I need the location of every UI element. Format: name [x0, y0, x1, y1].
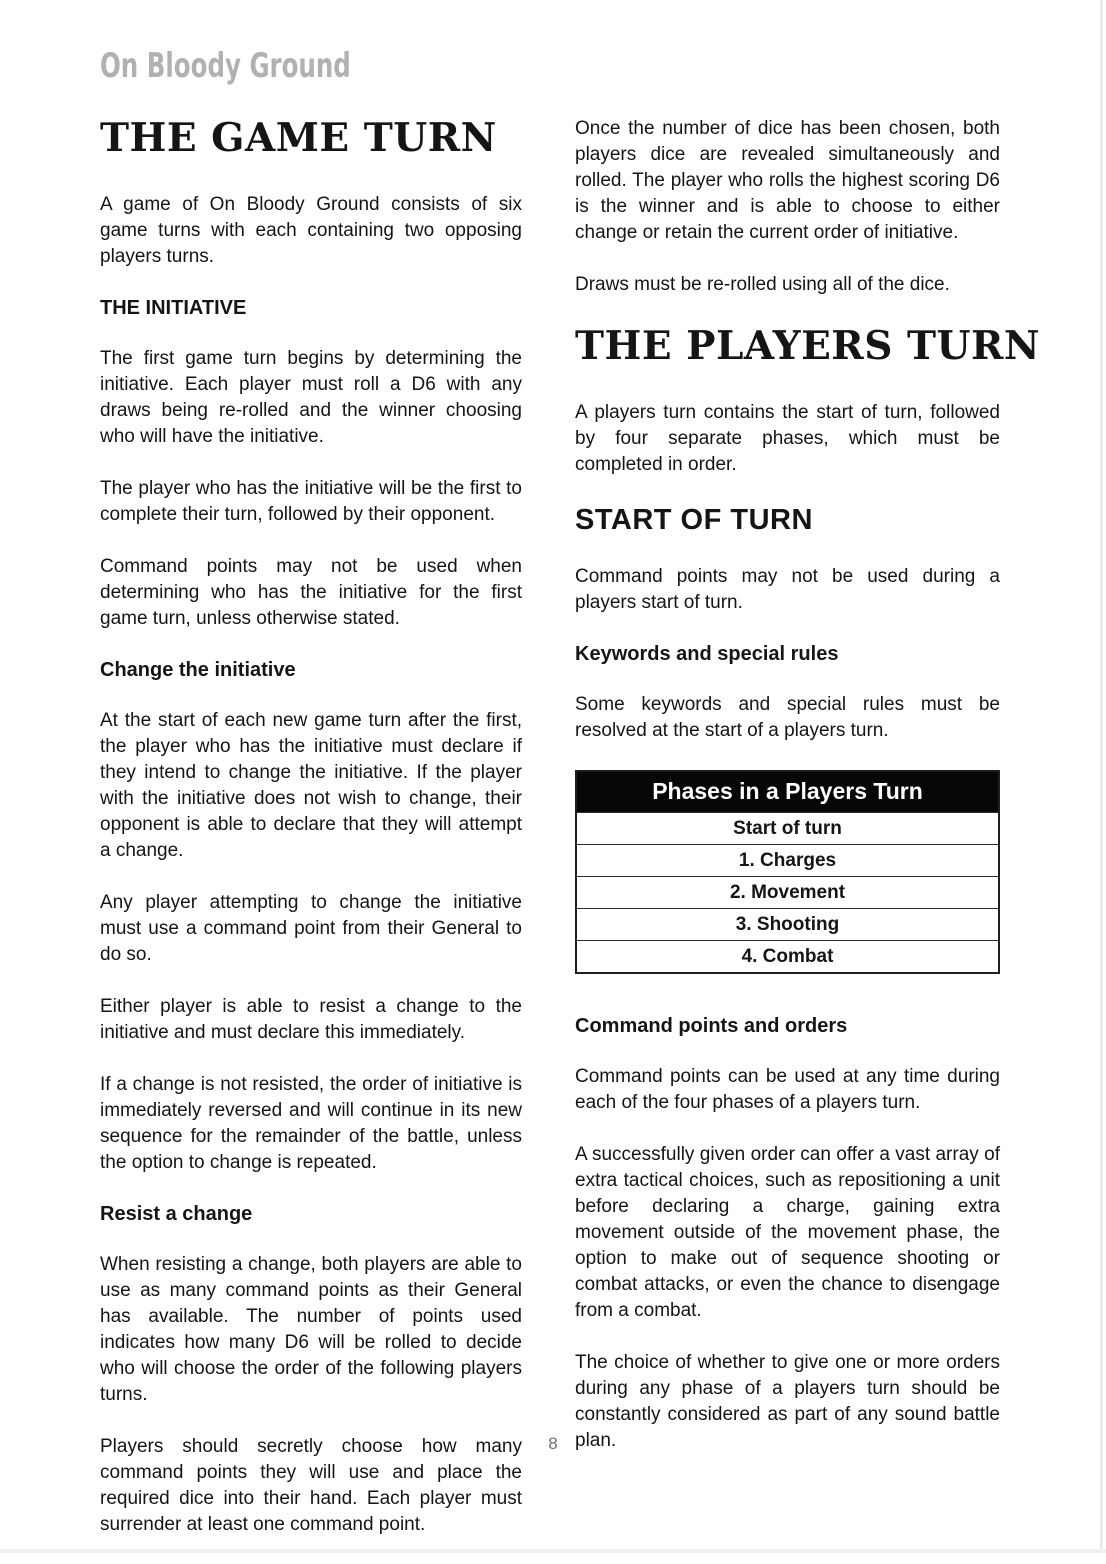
paragraph: If a change is not resisted, the order of initiative is immediately reversed and will continue in its new sequence for the remainder of the battle, unless the option to change is repeated.: [100, 1074, 522, 1173]
page-number: 8: [548, 1434, 558, 1453]
table-row: [576, 877, 999, 909]
paragraph: A game of On Bloody Ground consists of six game turns with each containing two opposing players turns.: [100, 194, 522, 267]
phase-cell: Start of turn: [576, 813, 999, 845]
paragraph: Command points may not be used when determining who has the initiative for the first game turn, unless otherwise stated.: [100, 556, 522, 629]
page-body-columns: [100, 115, 1041, 1564]
page-edge-bottom: [0, 1549, 1106, 1553]
paragraph: Players should secretly choose how many command points they will use and place the required dice into their hand. Each player must surrender at least one command point.: [100, 1436, 522, 1535]
table-row: [576, 845, 999, 877]
heading-change-the-initiative: Change the initiative: [100, 659, 296, 681]
phases-table: [575, 770, 1000, 974]
phase-cell: 2. Movement: [576, 877, 999, 909]
left-column: [100, 116, 522, 1564]
page-edge-right: [1100, 0, 1103, 1553]
phases-table-header: Phases in a Players Turn: [576, 771, 999, 813]
paragraph: Some keywords and special rules must be resolved at the start of a players turn.: [575, 694, 1000, 741]
phase-cell: 4. Combat: [576, 941, 999, 974]
right-column: [575, 116, 1041, 1564]
paragraph: The choice of whether to give one or more orders during any phase of a players turn should be constantly considered as part of any sound battle plan.: [575, 1352, 1000, 1451]
paragraph: The player who has the initiative will be the first to complete their turn, followed by their opponent.: [100, 478, 522, 525]
paragraph: A players turn contains the start of turn, followed by four separate phases, which must be completed in order.: [575, 402, 1000, 475]
table-row: [576, 941, 999, 974]
paragraph: Command points can be used at any time during each of the four phases of a players turn.: [575, 1066, 1000, 1113]
section-title-players-turn: THE PLAYERS TURN: [575, 323, 1041, 369]
paragraph: Any player attempting to change the initiative must use a command point from their General to do so.: [100, 892, 522, 965]
heading-keywords-special-rules: Keywords and special rules: [575, 643, 839, 665]
table-row: [576, 813, 999, 845]
paragraph: Draws must be re-rolled using all of the dice.: [575, 274, 950, 295]
paragraph: When resisting a change, both players are able to use as many command points as their General has available. The number of points used indicates how many D6 will be rolled to decide who will choose the order of the following players turns.: [100, 1254, 522, 1405]
heading-resist-a-change: Resist a change: [100, 1203, 253, 1225]
paragraph: Command points may not be used during a players start of turn.: [575, 566, 1000, 613]
phases-table-header-row: [576, 771, 999, 813]
heading-the-initiative: THE INITIATIVE: [100, 297, 247, 319]
section-title-game-turn: THE GAME TURN: [100, 115, 497, 161]
paragraph: At the start of each new game turn after the first, the player who has the initiative must declare if they intend to change the initiative. If the player with the initiative does not wish to change, their opponent is able to declare that they will attempt a change.: [100, 710, 522, 861]
heading-start-of-turn: START OF TURN: [575, 504, 813, 536]
paragraph: A successfully given order can offer a vast array of extra tactical choices, such as repositioning a unit before declaring a charge, gaining extra movement outside of the movement phase, the option to make out of sequence shooting or combat attacks, or even the chance to disengage from a combat.: [575, 1144, 1000, 1321]
paragraph: Either player is able to resist a change to the initiative and must declare this immediately.: [100, 996, 522, 1043]
phase-cell: 3. Shooting: [576, 909, 999, 941]
document-brand-header: On Bloody Ground: [100, 46, 351, 86]
heading-command-points-orders: Command points and orders: [575, 1015, 848, 1037]
phase-cell: 1. Charges: [576, 845, 999, 877]
paragraph: The first game turn begins by determining the initiative. Each player must roll a D6 with any draws being re-rolled and the winner choosing who will have the initiative.: [100, 348, 522, 447]
table-row: [576, 909, 999, 941]
paragraph: Once the number of dice has been chosen, both players dice are revealed simultaneously and rolled. The player who rolls the highest scoring D6 is the winner and is able to choose to either change or retain the current order of initiative.: [575, 118, 1000, 243]
